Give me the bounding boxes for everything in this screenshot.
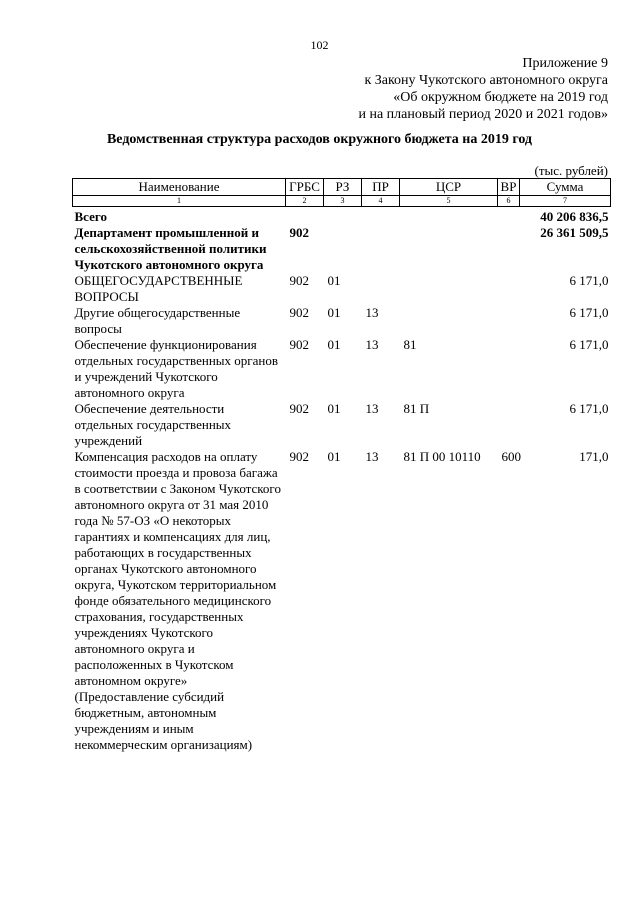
appendix-reference: [358, 55, 608, 123]
column-number: 1: [73, 196, 286, 207]
table-row: [73, 449, 611, 753]
row-grbs: 902: [289, 273, 309, 288]
row-pr: 13: [365, 449, 379, 464]
header-pr: ПР: [362, 179, 400, 196]
row-grbs: 902: [289, 225, 309, 240]
row-vr: [498, 337, 520, 401]
document-title: Ведомственная структура расходов окружного бюджета на 2019 год: [106, 132, 533, 147]
row-pr: [362, 207, 400, 226]
row-csr: 81 П: [403, 401, 430, 416]
row-rz: 01: [327, 305, 341, 320]
row-csr: [400, 207, 498, 226]
row-sum: 26 361 509,5: [540, 225, 609, 240]
units-label: (тыс. рублей): [534, 163, 608, 178]
header-sum: Сумма: [520, 179, 611, 196]
row-vr: [498, 305, 520, 337]
table-row-total: [73, 207, 611, 226]
table-row: [73, 305, 611, 337]
row-csr: 81: [403, 337, 417, 352]
appendix-line-2: к Закону Чукотского автономного округа: [364, 73, 608, 88]
row-pr: [362, 225, 400, 273]
page-number: 102: [310, 38, 329, 52]
row-name: Всего: [74, 209, 107, 224]
appendix-line-1: Приложение 9: [522, 56, 608, 71]
row-sum: 6 171,0: [569, 337, 609, 352]
column-number: 7: [520, 196, 611, 207]
row-name: Обеспечение функционирования отдельных государственных органов и учреждений Чукотского автономного округа: [74, 337, 278, 400]
row-vr: [498, 401, 520, 449]
row-csr: [400, 273, 498, 305]
row-name: Другие общегосударственные вопросы: [74, 305, 241, 336]
table-header-row: [73, 179, 611, 196]
row-sum: 40 206 836,5: [540, 209, 609, 224]
header-name: Наименование: [73, 179, 286, 196]
row-csr: 81 П 00 10110: [403, 449, 481, 464]
row-pr: 13: [365, 401, 379, 416]
table-row: [73, 337, 611, 401]
row-rz: 01: [327, 337, 341, 352]
header-csr: ЦСР: [400, 179, 498, 196]
row-name: Обеспечение деятельности отдельных государственных учреждений: [74, 401, 232, 448]
row-vr: [498, 273, 520, 305]
row-sum: 171,0: [579, 449, 609, 464]
row-rz: [324, 207, 362, 226]
row-sum: 6 171,0: [569, 273, 609, 288]
table-row: [73, 401, 611, 449]
column-number: 2: [286, 196, 324, 207]
row-pr: 13: [365, 305, 379, 320]
column-number: 4: [362, 196, 400, 207]
table-column-number-row: [73, 196, 611, 207]
header-grbs: ГРБС: [286, 179, 324, 196]
appendix-line-3: «Об окружном бюджете на 2019 год: [393, 90, 608, 105]
row-csr: [400, 225, 498, 273]
row-vr: 600: [501, 449, 521, 464]
row-csr: [400, 305, 498, 337]
row-sum: 6 171,0: [569, 401, 609, 416]
budget-table: [72, 178, 611, 753]
row-pr: [362, 273, 400, 305]
appendix-line-4: и на плановый период 2020 и 2021 годов»: [358, 107, 608, 122]
table-row-department: [73, 225, 611, 273]
column-number: 3: [324, 196, 362, 207]
row-rz: 01: [327, 449, 341, 464]
row-name: ОБЩЕГОСУДАРСТВЕННЫЕ ВОПРОСЫ: [74, 273, 243, 304]
row-rz: [324, 225, 362, 273]
row-sum: 6 171,0: [569, 305, 609, 320]
row-grbs: 902: [289, 337, 309, 352]
column-number: 6: [498, 196, 520, 207]
row-vr: [498, 225, 520, 273]
row-grbs: [286, 207, 324, 226]
row-pr: 13: [365, 337, 379, 352]
row-grbs: 902: [289, 449, 309, 464]
header-rz: РЗ: [324, 179, 362, 196]
row-rz: 01: [327, 401, 341, 416]
row-name: Компенсация расходов на оплату стоимости проезда и провоза багажа в соответствии с Законом Чукотского автономного округа от 31 мая 2010 года № 57-ОЗ «О некоторых гарантиях и компенсациях для лиц, работающих в государственных органах Чукотского автономного округа, Чукотском территориальном фонде обязательного медицинского страхования, государственных учреждениях Чукотского автономного округа и расположенных в Чукотском автономном округе» (Предоставление субсидий бюджетным, автономным учреждениям и иным некоммерческим организациям): [74, 449, 281, 752]
row-grbs: 902: [289, 305, 309, 320]
table-row: [73, 273, 611, 305]
column-number: 5: [400, 196, 498, 207]
row-rz: 01: [327, 273, 341, 288]
row-vr: [498, 207, 520, 226]
row-grbs: 902: [289, 401, 309, 416]
header-vr: ВР: [498, 179, 520, 196]
row-name: Департамент промышленной и сельскохозяйственной политики Чукотского автономного округа: [74, 225, 267, 272]
